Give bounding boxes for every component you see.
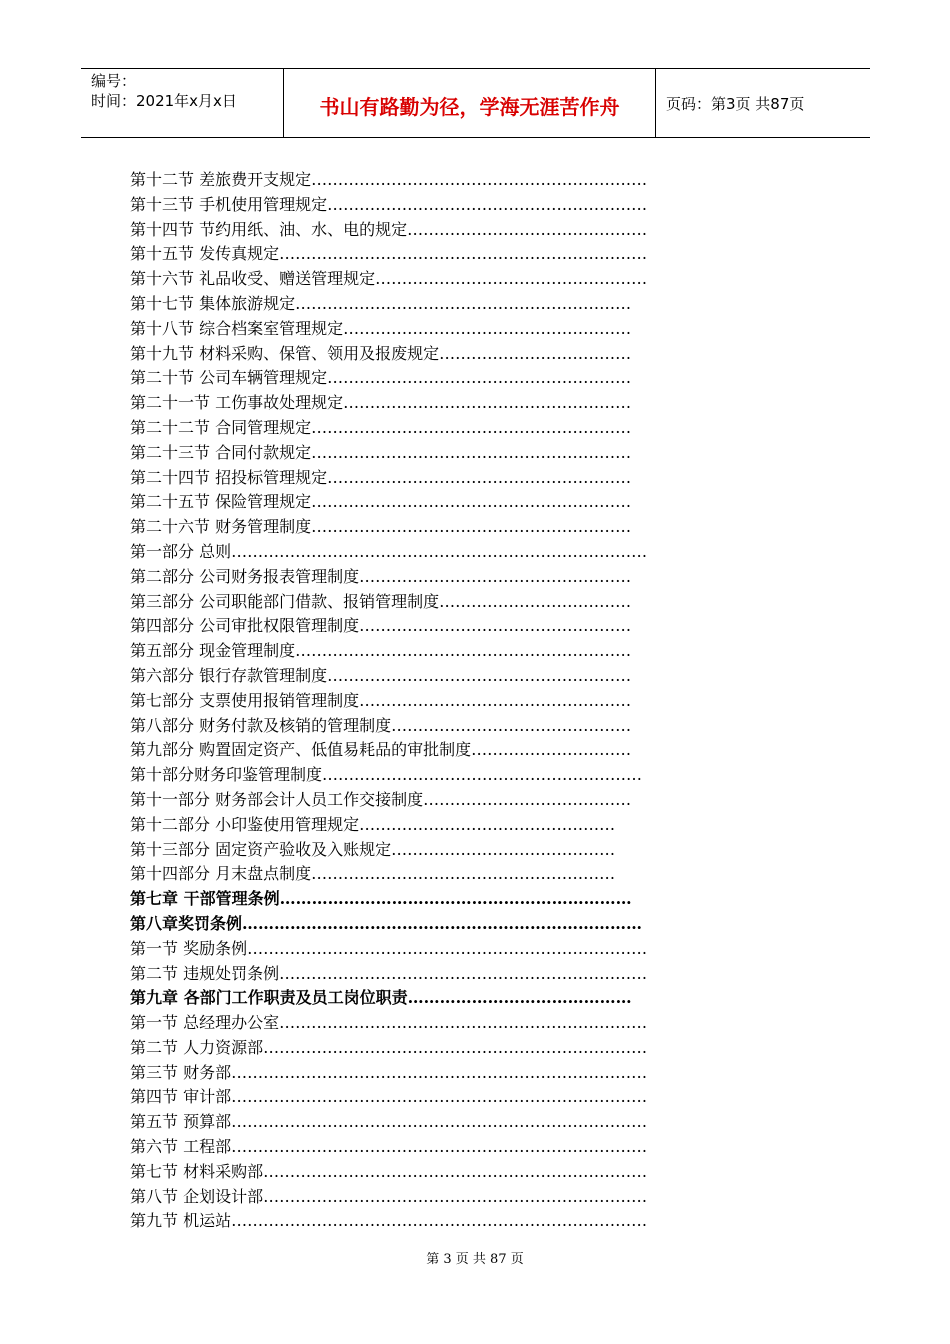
toc-entry: 第十一部分 财务部会计人员工作交接制度…………………………………	[130, 789, 632, 809]
toc-entry: 第八部分 财务付款及核销的管理制度………………………………………	[130, 715, 632, 735]
toc-entry: 第一部分 总则……………………………………………………………………	[130, 541, 648, 561]
toc-entry: 第十六节 礼品收受、赠送管理规定……………………………………………	[130, 269, 648, 289]
toc-entry: 第三部分 公司职能部门借款、报销管理制度………………………………	[130, 591, 632, 611]
page-footer: 第 3 页 共 87 页	[426, 1252, 524, 1267]
toc-entry: 第四节 审计部……………………………………………………………………	[130, 1087, 648, 1107]
toc-entry: 第十三部分 固定资产验收及入账规定……………………………………	[130, 839, 616, 859]
toc-entry: 第十四部分 月末盘点制度…………………………………………………	[130, 864, 616, 884]
toc-entry: 第九节 机运站……………………………………………………………………	[130, 1211, 648, 1231]
toc-entry: 第十三节 手机使用管理规定……………………………………………………	[130, 194, 648, 214]
toc-entry: 第二节 人力资源部………………………………………………………………	[130, 1037, 648, 1057]
toc-entry: 第七部分 支票使用报销管理制度……………………………………………	[130, 690, 632, 710]
toc-entry: 第七节 材料采购部………………………………………………………………	[130, 1161, 648, 1181]
toc-entry: 第六节 工程部……………………………………………………………………	[130, 1137, 648, 1157]
toc-entry: 第十五节 发传真规定……………………………………………………………	[130, 244, 648, 264]
toc-entry: 第九部分 购置固定资产、低值易耗品的审批制度…………………………	[130, 740, 632, 760]
toc-entry: 第四部分 公司审批权限管理制度……………………………………………	[130, 616, 632, 636]
toc-entry: 第二十五节 保险管理规定……………………………………………………	[130, 492, 632, 512]
toc-entry: 第十七节 集体旅游规定………………………………………………………	[130, 293, 632, 313]
toc-entry: 第二部分 公司财务报表管理制度……………………………………………	[130, 566, 632, 586]
header-page-label: 页码：第3页 共87页	[666, 94, 805, 113]
toc-entry: 第八章奖罚条例…………………………………………………………………	[130, 913, 643, 933]
toc-entry: 第二十二节 合同管理规定……………………………………………………	[130, 417, 632, 437]
toc-entry: 第八节 企划设计部………………………………………………………………	[130, 1186, 648, 1206]
toc-entry: 第二十六节 财务管理制度……………………………………………………	[130, 517, 632, 537]
header-meta	[81, 69, 284, 137]
toc-entry: 第十二部分 小印鉴使用管理规定…………………………………………	[130, 814, 616, 834]
toc-entry: 第六部分 银行存款管理制度…………………………………………………	[130, 665, 632, 685]
toc-entry: 第三节 财务部……………………………………………………………………	[130, 1062, 648, 1082]
page-header	[81, 68, 870, 138]
toc-entry: 第一节 奖励条例…………………………………………………………………	[130, 938, 648, 958]
toc-entry: 第五节 预算部……………………………………………………………………	[130, 1112, 648, 1132]
toc-entry: 第二十四节 招投标管理规定…………………………………………………	[130, 467, 632, 487]
toc-entry: 第五部分 现金管理制度………………………………………………………	[130, 641, 632, 661]
table-of-contents	[130, 168, 770, 1234]
toc-entry: 第十部分财务印鉴管理制度……………………………………………………	[130, 765, 643, 785]
toc-entry: 第十四节 节约用纸、油、水、电的规定………………………………………	[130, 219, 648, 239]
toc-entry: 第二十三节 合同付款规定……………………………………………………	[130, 442, 632, 462]
toc-entry: 第九章 各部门工作职责及员工岗位职责……………………………………	[130, 988, 632, 1008]
toc-entry: 第十九节 材料采购、保管、领用及报废规定………………………………	[130, 343, 632, 363]
toc-entry: 第十八节 综合档案室管理规定………………………………………………	[130, 318, 632, 338]
toc-entry: 第十二节 差旅费开支规定………………………………………………………	[130, 170, 648, 189]
toc-entry: 第一节 总经理办公室……………………………………………………………	[130, 1013, 648, 1033]
document-time-label: 时间：2021年x月x日	[91, 92, 237, 110]
document-number-label: 编号：	[91, 72, 137, 90]
toc-entry: 第二十一节 工伤事故处理规定………………………………………………	[130, 393, 632, 413]
toc-entry: 第七章 干部管理条例…………………………………………………………	[130, 889, 632, 909]
header-motto: 书山有路勤为径，学海无涯苦作舟	[284, 69, 656, 137]
toc-entry: 第二十节 公司车辆管理规定…………………………………………………	[130, 368, 632, 388]
toc-entry: 第二节 违规处罚条例……………………………………………………………	[130, 963, 648, 983]
